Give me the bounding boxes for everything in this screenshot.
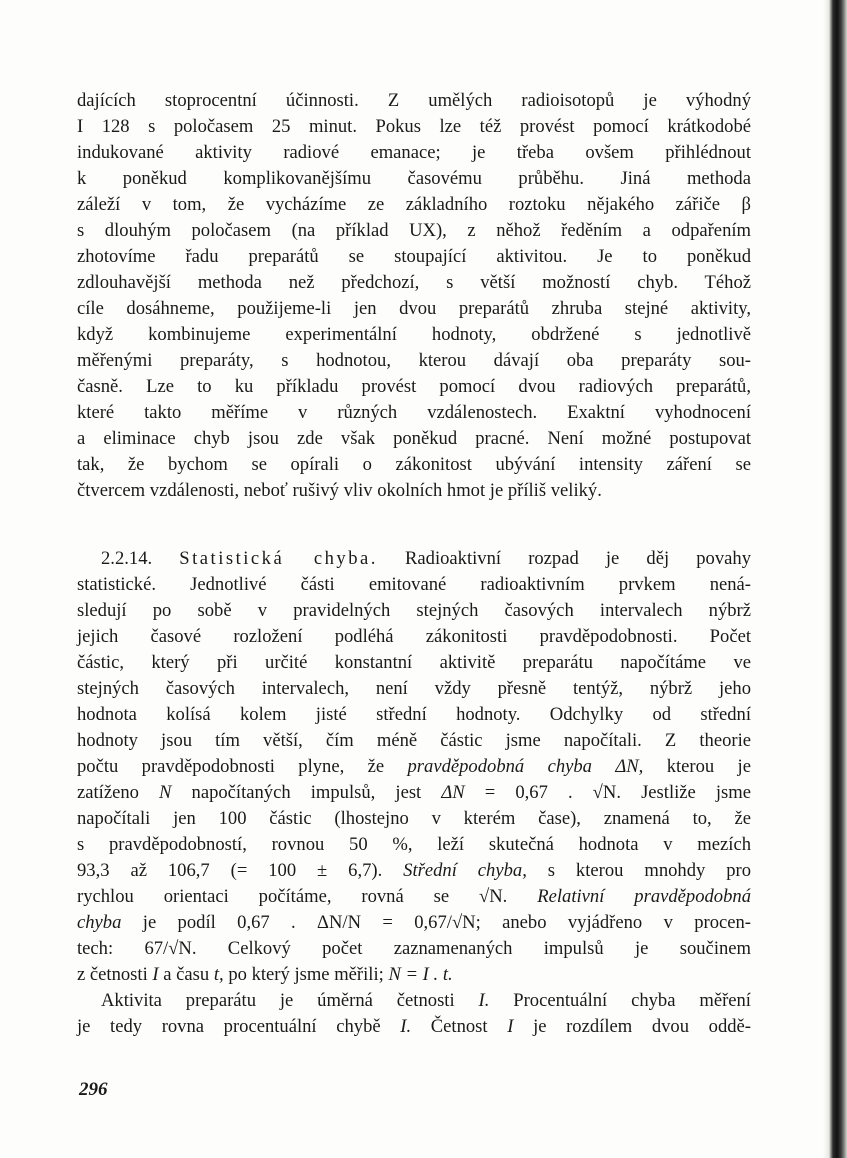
italic-term: Relativní pravděpodobná <box>537 886 751 907</box>
text-line: I 128 s poločasem 25 minut. Pokus lze též provést pomocí krátkodobé <box>77 116 751 137</box>
text-line: k poněkud komplikovanějšímu časovému průběhu. Jiná methoda <box>77 168 751 189</box>
text-line: měřenými preparáty, s hodnotou, kterou dávají oba preparáty sou- <box>77 350 751 371</box>
text-line: částic, který při určité konstantní aktivitě preparátu napočítáme ve <box>77 652 751 673</box>
text-line: statistické. Jednotlivé části emitované radioaktivním prvkem nená- <box>77 574 751 595</box>
text-line: když kombinujeme experimentální hodnoty, obdržené s jednotlivě <box>77 324 751 345</box>
text-line: s dlouhým poločasem (na příklad UX), z něhož ředěním a odpařením <box>77 220 751 241</box>
italic-term: pravděpodobná chyba ΔN, <box>407 756 644 777</box>
text-line: napočítali jen 100 částic (lhostejno v kterém čase), znamená to, že <box>77 808 751 829</box>
text-line: chyba je podíl 0,67 . ΔN/N = 0,67/√N; anebo vyjádřeno v procen- <box>77 912 751 933</box>
text-line: které takto měříme v různých vzdálenostech. Exaktní vyhodnocení <box>77 402 751 423</box>
text-line: cíle dosáhneme, použijeme-li jen dvou preparátů zhruba stejné aktivity, <box>77 298 751 319</box>
text-line: časně. Lze to ku příkladu provést pomocí dvou radiových preparátů, <box>77 376 751 397</box>
text-line: čtvercem vzdálenosti, neboť rušivý vliv okolních hmot je příliš veliký. <box>77 480 602 501</box>
text-line: jejich časové rozložení podléhá zákonitosti pravděpodobnosti. Počet <box>77 626 751 647</box>
text-line: tech: 67/√N. Celkový počet zaznamenaných impulsů je součinem <box>77 938 751 959</box>
text-line: 93,3 až 106,7 (= 100 ± 6,7). Střední chyba, s kterou mnohdy pro <box>77 860 752 881</box>
page-number: 296 <box>79 1079 108 1100</box>
text-line: 2.2.14. Statistická chyba. Radioaktivní rozpad je děj povahy <box>101 548 751 569</box>
text-line: Aktivita preparátu je úměrná četnosti I. Procentuální chyba měření <box>101 990 751 1011</box>
text-line: hodnoty jsou tím větší, čím méně částic jsme napočítali. Z theorie <box>77 730 751 751</box>
text-line: indukované aktivity radiové emanace; je třeba ovšem přihlédnout <box>77 142 751 163</box>
page-binding-edge <box>823 0 847 1158</box>
section-number: 2.2.14. <box>101 548 153 569</box>
section-statistical-error <box>77 546 751 1040</box>
text-line: zdlouhavější methoda než předchozí, s větší možností chyb. Téhož <box>77 272 751 293</box>
text-line: sledují po sobě v pravidelných stejných časových intervalech nýbrž <box>77 600 751 621</box>
text-line: hodnota kolísá kolem jisté střední hodnoty. Odchylky od střední <box>77 704 751 725</box>
text-line: stejných časových intervalech, není vždy přesně tentýž, nýbrž jeho <box>77 678 751 699</box>
text-line: dajících stoprocentní účinnosti. Z umělých radioisotopů je výhodný <box>77 90 751 111</box>
text-line: tak, že bychom se opírali o zákonitost ubývání intensity záření se <box>77 454 751 475</box>
italic-term: Střední chyba, <box>403 860 527 881</box>
text-line: záleží v tom, že vycházíme ze základního roztoku nějakého zářiče β <box>77 194 751 215</box>
text-line: z četnosti I a času t, po který jsme měřili; N = I . t. <box>77 964 453 985</box>
text-line: je tedy rovna procentuální chybě I. Četnost I je rozdílem dvou oddě- <box>77 1016 751 1037</box>
text-line: zatíženo N napočítaných impulsů, jest ΔN = 0,67 . √N. Jestliže jsme <box>77 782 751 803</box>
text-line: s pravděpodobností, rovnou 50 %, leží skutečná hodnota v mezích <box>77 834 751 855</box>
paragraph-continuation <box>77 88 751 504</box>
text-line: zhotovíme řadu preparátů se stoupající aktivitou. Je to poněkud <box>77 246 751 267</box>
text-line: a eliminace chyb jsou zde však poněkud pracné. Není možné postupovat <box>77 428 751 449</box>
section-title: Statistická chyba. <box>179 548 378 569</box>
italic-term: chyba <box>77 912 122 933</box>
text-line: počtu pravděpodobnosti plyne, že pravděpodobná chyba ΔN, kterou je <box>77 756 751 777</box>
text-line: rychlou orientaci počítáme, rovná se √N. Relativní pravděpodobná <box>77 886 751 907</box>
